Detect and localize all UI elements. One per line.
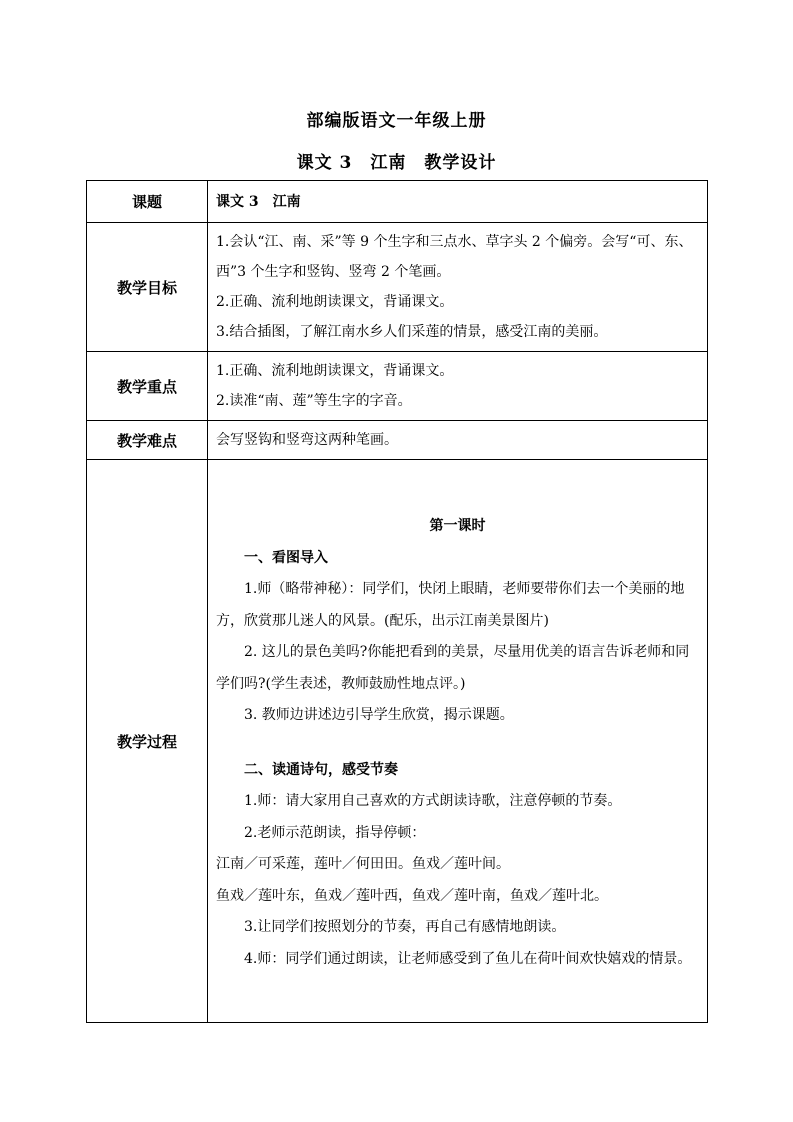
- process-content: [208, 460, 708, 1023]
- process-item: 3.让同学们按照划分的节奏，再自己有感情地朗读。: [244, 919, 566, 935]
- process-item: 2.老师示范朗读，指导停顿：: [244, 824, 426, 841]
- section-heading: 二、读通诗句，感受节奏: [244, 761, 398, 778]
- table-row-goals: [87, 223, 708, 352]
- goal-item: 3.结合插图，了解江南水乡人们采莲的情景，感受江南的美丽。: [216, 324, 608, 340]
- process-item: 1.师：请大家用自己喜欢的方式朗读诗歌，注意停顿的节奏。: [244, 793, 622, 809]
- table-row-process: [87, 460, 708, 1023]
- table-row-key-points: [87, 352, 708, 421]
- process-item: 1.师（略带神秘）：同学们，快闭上眼睛，老师要带你们去一个美丽的地方，欣赏那儿迷人的风景。(配乐，出示江南美景图片): [216, 581, 685, 629]
- lesson-title: 第一课时: [429, 518, 486, 534]
- process-item: 3. 教师边讲述边引导学生欣赏，揭示课题。: [244, 707, 514, 723]
- section-heading: 一、看图导入: [244, 549, 328, 566]
- goal-item: 1.会认“江、南、采”等 9 个生字和三点水、草字头 2 个偏旁。会写“可、东、西”3 个生字和竖钩、竖弯 2 个笔画。: [216, 234, 693, 280]
- key-points-content: [208, 352, 708, 421]
- process-item: 4.师：同学们通过朗读，让老师感受到了鱼儿在荷叶间欢快嬉戏的情景。: [244, 950, 692, 967]
- document-title: 部编版语文一年级上册: [306, 111, 487, 131]
- goals-label: 教学目标: [87, 223, 208, 352]
- key-points-label: 教学重点: [87, 352, 208, 421]
- topic-value: 课文 3 江南: [208, 181, 708, 223]
- difficulty-label: 教学难点: [87, 421, 208, 460]
- table-row-difficulty: [87, 421, 708, 460]
- process-item: 2. 这儿的景色美吗?你能把看到的美景，尽量用优美的语言告诉老师和同学们吗?(学生表述，教师鼓励性地点评。): [216, 644, 690, 692]
- lesson-plan-table: [86, 180, 708, 1023]
- table-row-topic: [87, 181, 708, 223]
- key-point-item: 1.正确、流利地朗读课文，背诵课文。: [216, 363, 454, 379]
- poem-line: 江南／可采莲，莲叶／何田田。鱼戏／莲叶间。: [216, 856, 510, 872]
- poem-line: 鱼戏／莲叶东，鱼戏／莲叶西，鱼戏／莲叶南，鱼戏／莲叶北。: [216, 887, 608, 904]
- goals-content: [208, 223, 708, 352]
- difficulty-value: 会写竖钩和竖弯这两种笔画。: [208, 421, 708, 460]
- key-point-item: 2.读准“南、莲”等生字的字音。: [216, 393, 412, 409]
- process-label: 教学过程: [87, 460, 208, 1023]
- spacer: [216, 732, 699, 755]
- topic-label: 课题: [87, 181, 208, 223]
- document-subtitle: 课文 3 江南 教学设计: [296, 153, 497, 173]
- goal-item: 2.正确、流利地朗读课文，背诵课文。: [216, 294, 454, 310]
